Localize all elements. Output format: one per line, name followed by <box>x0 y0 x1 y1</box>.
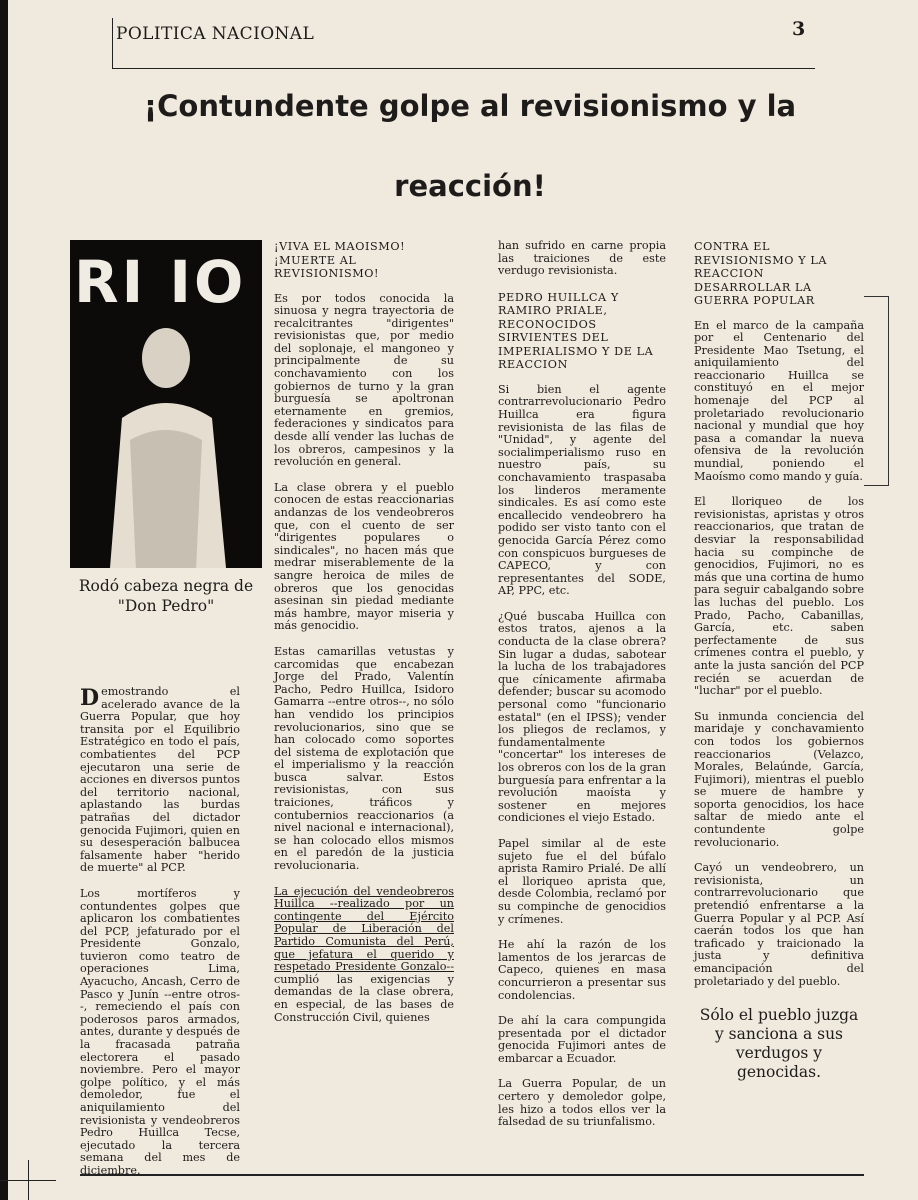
col2-paragraph-4 <box>274 886 454 1025</box>
photo-caption <box>70 576 262 616</box>
page-number: 3 <box>792 18 806 40</box>
col4-paragraph-3: Su inmunda conciencia del maridaje y conchavamiento con todos los gobiernos reaccionarios (Velazco, Morales, Belaúnde, García, Fujimori), mientras el pueblo se muere de hambre y soporta genocidios, los hace saltar de miedo ante el contundente golpe revolucionario. <box>694 709 864 849</box>
bottom-rule <box>80 1174 864 1176</box>
page-edge <box>0 0 8 1200</box>
col3-paragraph-3: Papel similar al de este sujeto fue el del búfalo aprista Ramiro Prialé. De allí el lloriqueo aprista que, desde Colombia, reclamó por su compinche de genocidios y crímenes. <box>498 836 666 926</box>
headline-line-2: reacción! <box>394 169 546 203</box>
crop-mark-vertical <box>28 1160 29 1200</box>
section-label: POLITICA NACIONAL <box>116 24 315 44</box>
col4-paragraph-4: Cayó un vendeobrero, un revisionista, un contrarrevolucionario que pretendió enfrentarse a la Guerra Popular y al PCP. Así caerán todos los que han traficado y traicionado la justa y definitiva emancipación del proletariado y del pueblo. <box>694 861 864 988</box>
col3-paragraph-0: han sufrido en carne propia las traiciones de este verdugo revisionista. <box>498 239 666 278</box>
headline-line-1: ¡Contundente golpe al revisionismo y la <box>143 89 797 123</box>
column-4 <box>694 240 864 1082</box>
col4-subhead: CONTRA EL REVISIONISMO Y LA REACCION DESARROLLAR LA GUERRA POPULAR <box>694 240 828 307</box>
column-3 <box>498 240 666 1129</box>
photo-masthead-text: RI IO <box>74 248 247 316</box>
caption-line-2: "Don Pedro" <box>117 597 215 615</box>
photo-figure <box>70 240 262 568</box>
col3-paragraph-4: He ahí la razón de los lamentos de los jerarcas de Capeco, quienes en masa concurrieron a presentar sus condolencias. <box>498 938 666 1002</box>
col3-paragraph-6: La Guerra Popular, de un certero y demoledor golpe, les hizo a todos ellos ver la falsedad de su triunfalismo. <box>498 1077 666 1129</box>
col4-paragraph-1: En el marco de la campaña por el Centenario del Presidente Mao Tsetung, el aniquilamiento del reaccionario Huillca se constituyó en el mejor homenaje del PCP al proletariado revolucionario nacional y mundial que hoy pasa a comandar la nueva ofensiva de la revolución mundial, poniendo el Maoísmo como mando y guía. <box>694 318 864 483</box>
col2-paragraph-3: Estas camarillas vetustas y carcomidas que encabezan Jorge del Prado, Valentín Pacho, Pedro Huillca, Isidoro Gamarra --entre otros--, no sólo han vendido los principios revolucionarios, sino que se han colocado como soportes del sistema de explotación que el imperialismo y la reacción busca salvar. Estos revisionistas, con sus traiciones, tráficos y contubernios reaccionarios (a nivel nacional e internacional), se han colocado ellos mismos en el paredón de la justicia revolucionaria. <box>274 644 454 873</box>
col2-paragraph-2: La clase obrera y el pueblo conocen de estas reaccionarias andanzas de los vendeobreros que, con el cuento de ser "dirigentes populares o sindicales", no hacen más que medrar miserablemente de la sangre heroica de miles de obreros que los genocidas asesinan sin piedad mediante más hambre, mayor miseria y más genocidio. <box>274 480 454 633</box>
col3-paragraph-1: Si bien el agente contrarrevolucionario Pedro Huillca era figura revisionista de las filas de "Unidad", y agente del socialimperialismo ruso en nuestro país, su conchavamiento traspasaba los linderos meramente sindicales. Es así como este encallecido vendeobrero ha podido ser visto tanto con el genocida García Pérez como con conspicuos burgueses de CAPECO, y con representantes del SODE, AP, PPC, etc. <box>498 382 666 598</box>
margin-bracket <box>864 296 889 486</box>
col2-paragraph-1: Es por todos conocida la sinuosa y negra trayectoria de recalcitrantes "dirigentes" revisionistas que, por medio del soplonaje, el mangoneo y principalmente de su conchavamiento con los gobiernos de turno y la gran burguesía se apoltronan eternamente en gremios, federaciones y sindicatos para desde allí vender las luchas de los obreros, campesinos y la revolución en general. <box>274 291 454 469</box>
col3-paragraph-5: De ahí la cara compungida presentada por el dictador genocida Fujimori antes de embarcar a Ecuador. <box>498 1014 666 1065</box>
col2-subhead: ¡VIVA EL MAOISMO! ¡MUERTE AL REVISIONISMO! <box>274 240 406 280</box>
col2-paragraph-4-rest: cumplió las exigencias y demandas de la clase obrera, en especial, de las bases de Construcción Civil, quienes <box>274 972 454 1024</box>
col3-paragraph-2: ¿Qué buscaba Huillca con estos tratos, ajenos a la conducta de la clase obrera? Sin lugar a dudas, sabotear la lucha de los trabajadores que cínicamente afirmaba defender; buscar su acomodo personal como "funcionario estatal" (en el IPSS); vender los pliegos de reclamos, y fundamentalmente "concertar" los intereses de los obreros con los de la gran burguesía para enfrentar a la revolución maoísta y sostener en mejores condiciones el viejo Estado. <box>498 609 666 825</box>
column-2 <box>274 240 454 1024</box>
col4-paragraph-2: El lloriqueo de los revisionistas, apristas y otros reaccionarios, que tratan de desviar la responsabilidad hacia su compinche de genocidios, Fujimori, no es más que una cortina de humo para seguir cabalgando sobre las luchas del pueblo. Los Prado, Pacho, Cabanillas, García, etc. saben perfectamente de sus crímenes contra el pueblo, y ante la justa sanción del PCP recién se acuerdan de "luchar" por el pueblo. <box>694 495 864 698</box>
col1-paragraph-2: Los mortíferos y contundentes golpes que aplicaron los combatientes del PCP, jefaturado por el Presidente Gonzalo, tuvieron como teatro de operaciones Lima, Ayacucho, Ancash, Cerro de Pasco y Junín --entre otros--, remeciendo el país con poderosos paros armados, antes, durante y después de la fracasada patraña electorera el pasado noviembre. Pero el mayor golpe político, y el más demoledor, fue el aniquilamiento del revisionista y vendeobreros Pedro Huillca Tecse, ejecutado la tercera semana del mes de diciembre. <box>80 886 240 1177</box>
column-1 <box>80 686 240 1178</box>
col3-subhead: PEDRO HUILLCA Y RAMIRO PRIALE, RECONOCIDOS SIRVIENTES DEL IMPERIALISMO Y DE LA REACCION <box>498 290 654 372</box>
caption-line-1: Rodó cabeza negra de <box>78 577 254 595</box>
col2-underlined-passage: La ejecución del vendeobreros Huillca --realizado por un contingente del Ejército Popular de Liberación del Partido Comunista del Perú, que jefatura el querido y respetado Presidente Gonzalo-- <box>274 884 454 974</box>
closing-statement: Sólo el pueblo juzga y sanciona a sus verdugos y genocidas. <box>699 1006 859 1082</box>
photo <box>70 240 262 568</box>
col1-paragraph-1: Demostrando el acelerado avance de la Guerra Popular, que hoy transita por el Equilibrio Estratégico en todo el país, combatientes del PCP ejecutaron una serie de acciones en diversos puntos del territorio nacional, aplastando las burdas patrañas del dictador genocida Fujimori, quien en su desesperación balbucea falsamente haber "herido de muerte" al PCP. <box>80 685 240 875</box>
